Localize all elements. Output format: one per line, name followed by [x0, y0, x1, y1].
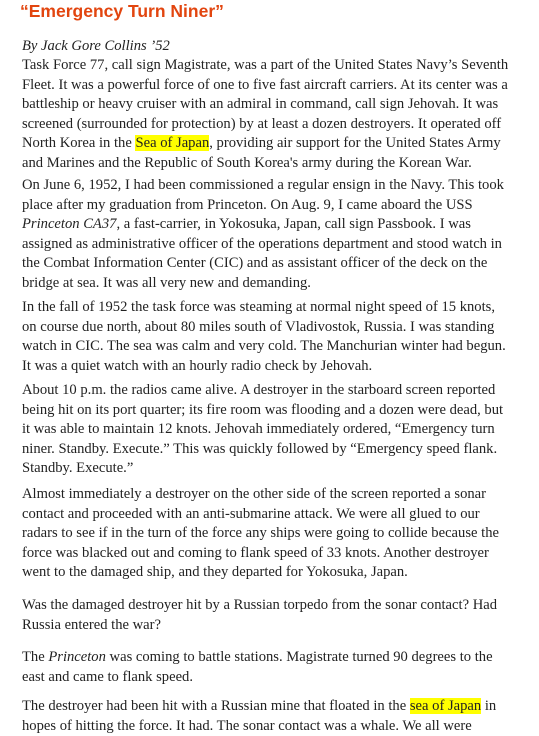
- text-segment: , a fast-carrier, in Yokosuka, Japan, call sign Passbook. I was: [116, 216, 471, 233]
- text-segment: watch in CIC. The sea was calm and very cold. The Manchurian winter had begun.: [22, 338, 506, 355]
- text-segment: went to the damaged ship, and they departed for Yokosuka, Japan.: [22, 564, 408, 581]
- text-line: [22, 318, 506, 338]
- text-segment: hopes of hitting the force. It had. The sonar contact was a whale. We all were: [22, 717, 472, 734]
- paragraph: [22, 485, 499, 583]
- paragraph: [22, 176, 504, 294]
- text-line: [22, 274, 504, 294]
- text-segment: Fleet. It was a powerful force of one to five fast aircraft carriers. At its center was a: [22, 76, 508, 93]
- text-line: [22, 215, 504, 235]
- text-segment: it was able to maintain 12 knots. Jehovah immediately ordered, “Emergency turn: [22, 421, 495, 438]
- text-line: [22, 337, 506, 357]
- text-segment: east and came to flank speed.: [22, 668, 193, 685]
- text-line: [22, 717, 496, 736]
- text-segment: The: [22, 649, 49, 665]
- text-line: [22, 76, 508, 96]
- text-segment: About 10 p.m. the radios came alive. A destroyer in the starboard screen reported: [22, 382, 496, 398]
- text-line: [22, 616, 497, 636]
- article-byline: By Jack Gore Collins ’52: [22, 38, 170, 54]
- text-line: [22, 298, 506, 318]
- article-title: “Emergency Turn Niner”: [20, 1, 224, 21]
- text-line: [22, 485, 499, 505]
- text-line: [22, 420, 503, 440]
- text-line: [22, 235, 504, 255]
- text-line: [22, 524, 499, 544]
- paragraph: [22, 648, 493, 687]
- highlighted-term: sea of Japan: [409, 698, 482, 714]
- text-segment: contact and proceeded with an anti-submarine attack. We were all glued to our: [22, 505, 480, 522]
- text-segment: battleship or heavy cruiser with an admiral in command, call sign Jehovah. It was: [22, 96, 499, 113]
- paragraph: [22, 596, 497, 635]
- text-line: [22, 134, 508, 154]
- text-segment: Was the damaged destroyer hit by a Russian torpedo from the sonar contact? Had: [22, 597, 498, 613]
- text-segment: the Combat Information Center (CIC) and as assistant officer of the deck on the: [22, 255, 488, 272]
- text-segment: screened (surrounded for protection) by at least a dozen destroyers. It operated off: [22, 115, 502, 132]
- paragraph: [22, 381, 503, 479]
- text-segment: radars to see if in the turn of the force any ships were going to collide because the: [22, 525, 499, 542]
- text-line: [22, 544, 499, 564]
- text-line: [22, 196, 504, 216]
- paragraph: [22, 298, 506, 376]
- text-line: [22, 401, 503, 421]
- text-line: [22, 563, 499, 583]
- text-segment: on course due north, about 80 miles south of Vladivostok, Russia. I was standing: [22, 318, 495, 335]
- text-line: [22, 668, 493, 688]
- text-segment: Standby. Execute.”: [22, 460, 134, 477]
- text-line: [22, 154, 508, 174]
- text-segment: being hit on its port quarter; its fire room was flooding and a dozen were dead, but: [22, 401, 504, 418]
- text-segment: place after my graduation from Princeton. On Aug. 9, I came aboard the USS: [22, 196, 473, 213]
- text-line: [22, 176, 504, 196]
- text-line: [22, 357, 506, 377]
- text-line: [22, 254, 504, 274]
- text-line: [22, 648, 493, 668]
- text-segment: Russia entered the war?: [22, 616, 161, 633]
- text-segment: and Marines and the Republic of South Korea's army during the Korean War.: [22, 154, 472, 171]
- italic-text: Princeton CA37: [22, 216, 117, 233]
- text-line: [22, 95, 508, 115]
- text-segment: Task Force 77, call sign Magistrate, was a part of the United States Navy’s Seventh: [22, 57, 509, 73]
- text-segment: in: [481, 698, 497, 714]
- text-segment: The destroyer had been hit with a Russian mine that floated in the: [22, 698, 410, 714]
- text-line: [22, 596, 497, 616]
- italic-text: Princeton: [48, 649, 106, 665]
- text-segment: North Korea in the: [22, 135, 136, 152]
- paragraph: [22, 697, 496, 736]
- text-line: [22, 505, 499, 525]
- text-line: [22, 56, 508, 76]
- text-segment: niner. Standby. Execute.” This was quickly followed by “Emergency speed flank.: [22, 440, 498, 457]
- text-line: [22, 697, 496, 717]
- text-line: [22, 381, 503, 401]
- text-segment: In the fall of 1952 the task force was steaming at normal night speed of 15 knots,: [22, 299, 495, 315]
- text-line: [22, 440, 503, 460]
- text-segment: Almost immediately a destroyer on the other side of the screen reported a sonar: [22, 486, 487, 502]
- paragraph: [22, 56, 508, 174]
- text-segment: force was blacked out and coming to flank speed of 33 knots. Another destroyer: [22, 544, 489, 561]
- text-segment: was coming to battle stations. Magistrate turned 90 degrees to the: [105, 649, 493, 665]
- text-segment: bridge at sea. It was all very new and demanding.: [22, 274, 311, 291]
- highlighted-term: Sea of Japan: [135, 135, 210, 152]
- text-segment: On June 6, 1952, I had been commissioned a regular ensign in the Navy. This took: [22, 177, 504, 193]
- text-line: [22, 459, 503, 479]
- text-segment: , providing air support for the United States Army: [209, 135, 501, 152]
- text-segment: assigned as administrative officer of the operations department and stood watch in: [22, 235, 502, 252]
- text-line: [22, 115, 508, 135]
- text-segment: It was a quiet watch with an hourly radio check by Jehovah.: [22, 357, 373, 374]
